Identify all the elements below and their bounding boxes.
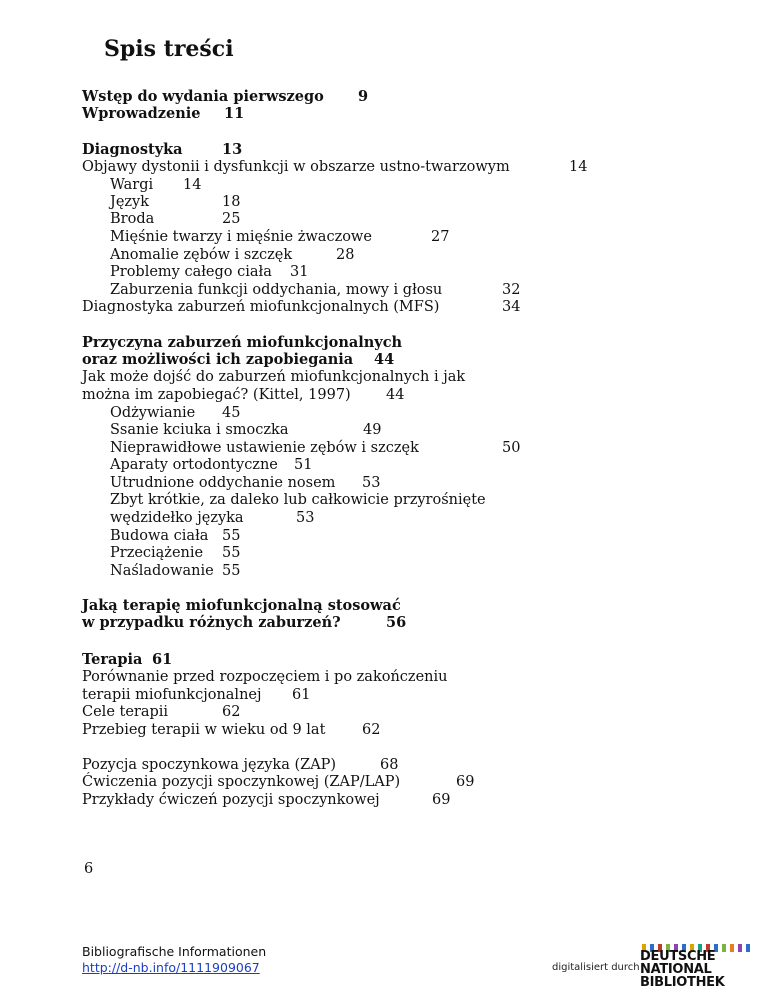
toc-entry: Odżywianie	[110, 405, 196, 421]
toc-page: 50	[502, 440, 521, 456]
toc-entry: Przeciążenie	[110, 545, 204, 561]
toc-entry: Jaką terapię miofunkcjonalną stosować	[82, 597, 401, 614]
toc-page: 51	[294, 457, 313, 473]
digitized-by-text: digitalisiert durch	[552, 962, 640, 973]
toc-entry: Broda	[110, 211, 155, 227]
toc-entry: Terapia	[82, 651, 143, 668]
bibliographic-info	[82, 944, 266, 976]
toc-entry: Pozycja spoczynkowa języka (ZAP)	[82, 757, 337, 773]
toc-page: 11	[224, 105, 245, 122]
toc-entry: Diagnostyka zaburzeń miofunkcjonalnych (MFS)	[82, 299, 440, 315]
logo-wordmark	[640, 950, 725, 989]
toc-page: 13	[222, 141, 243, 158]
toc-page: 44	[386, 387, 405, 403]
toc-entry: Naśladowanie	[110, 563, 214, 579]
toc-entry: Diagnostyka	[82, 141, 183, 158]
toc-entry: Budowa ciała	[110, 528, 209, 544]
toc-entry: oraz możliwości ich zapobiegania	[82, 351, 354, 368]
logo-line: NATIONAL	[640, 962, 712, 977]
toc-page: 14	[569, 159, 588, 175]
toc-entry: Zaburzenia funkcji oddychania, mowy i głosu	[110, 282, 443, 298]
toc-page: 53	[296, 510, 315, 526]
toc-page: 25	[222, 211, 241, 227]
toc-entry: Utrudnione oddychanie nosem	[110, 475, 336, 491]
toc-page: 61	[292, 687, 311, 703]
toc-page: 53	[362, 475, 381, 491]
toc-entry: Jak może dojść do zaburzeń miofunkcjonalnych i jak	[82, 369, 466, 385]
toc-page: 55	[222, 528, 241, 544]
toc-page: 61	[152, 651, 173, 668]
toc-page: 69	[456, 774, 475, 790]
toc-page: 9	[358, 88, 369, 105]
toc-entry: wędzidełko języka	[110, 510, 244, 526]
toc-entry: Ssanie kciuka i smoczka	[110, 422, 289, 438]
toc-page: 14	[183, 177, 202, 193]
toc-entry: Wprowadzenie	[82, 105, 201, 122]
toc-page: 49	[363, 422, 382, 438]
toc-page: 44	[374, 351, 395, 368]
toc-entry: Język	[110, 194, 150, 210]
toc-entry: Wargi	[110, 177, 154, 193]
logo-line: DEUTSCHE	[640, 949, 716, 964]
biblio-label: Bibliografische Informationen	[82, 944, 267, 959]
toc-page: 62	[362, 722, 381, 738]
toc-page: 18	[222, 194, 241, 210]
dnb-logo	[640, 944, 760, 990]
toc-entry: Przyczyna zaburzeń miofunkcjonalnych	[82, 334, 403, 351]
toc-entry: Anomalie zębów i szczęk	[110, 247, 293, 263]
toc-entry: w przypadku różnych zaburzeń?	[82, 614, 341, 631]
toc-entry: można im zapobiegać? (Kittel, 1997)	[82, 387, 351, 403]
toc-entry: Przebieg terapii w wieku od 9 lat	[82, 722, 326, 738]
toc-entry: Wstęp do wydania pierwszego	[82, 88, 324, 105]
toc-entry: Nieprawidłowe ustawienie zębów i szczęk	[110, 440, 419, 456]
toc-entry: Porównanie przed rozpoczęciem i po zakończeniu	[82, 669, 448, 685]
biblio-link[interactable]: http://d-nb.info/1111909067	[82, 960, 260, 975]
toc-entry: terapii miofunkcjonalnej	[82, 687, 262, 703]
toc-entry: Ćwiczenia pozycji spoczynkowej (ZAP/LAP)	[82, 774, 401, 790]
logo-line: BIBLIOTHEK	[640, 975, 725, 990]
toc-entry: Objawy dystonii i dysfunkcji w obszarze ustno-twarzowym	[82, 159, 510, 175]
toc-page: 34	[502, 299, 521, 315]
toc-page: 56	[386, 614, 407, 631]
toc-page: 62	[222, 704, 241, 720]
page-number: 6	[84, 861, 94, 877]
toc-page: 69	[432, 792, 451, 808]
toc-page: 32	[502, 282, 521, 298]
toc-entry: Zbyt krótkie, za daleko lub całkowicie przyrośnięte	[110, 492, 486, 508]
toc-entry: Problemy całego ciała	[110, 264, 272, 280]
page-title: Spis treści	[104, 36, 234, 62]
toc-page: 55	[222, 563, 241, 579]
toc-entry: Przykłady ćwiczeń pozycji spoczynkowej	[82, 792, 380, 808]
toc-page: 31	[290, 264, 309, 280]
toc-entry: Mięśnie twarzy i mięśnie żwaczowe	[110, 229, 372, 245]
toc-page: 68	[380, 757, 399, 773]
toc-entry: Cele terapii	[82, 704, 169, 720]
toc-page: 27	[431, 229, 450, 245]
toc-page: 45	[222, 405, 241, 421]
toc-page: 28	[336, 247, 355, 263]
toc-entry: Aparaty ortodontyczne	[110, 457, 278, 473]
toc-page: 55	[222, 545, 241, 561]
